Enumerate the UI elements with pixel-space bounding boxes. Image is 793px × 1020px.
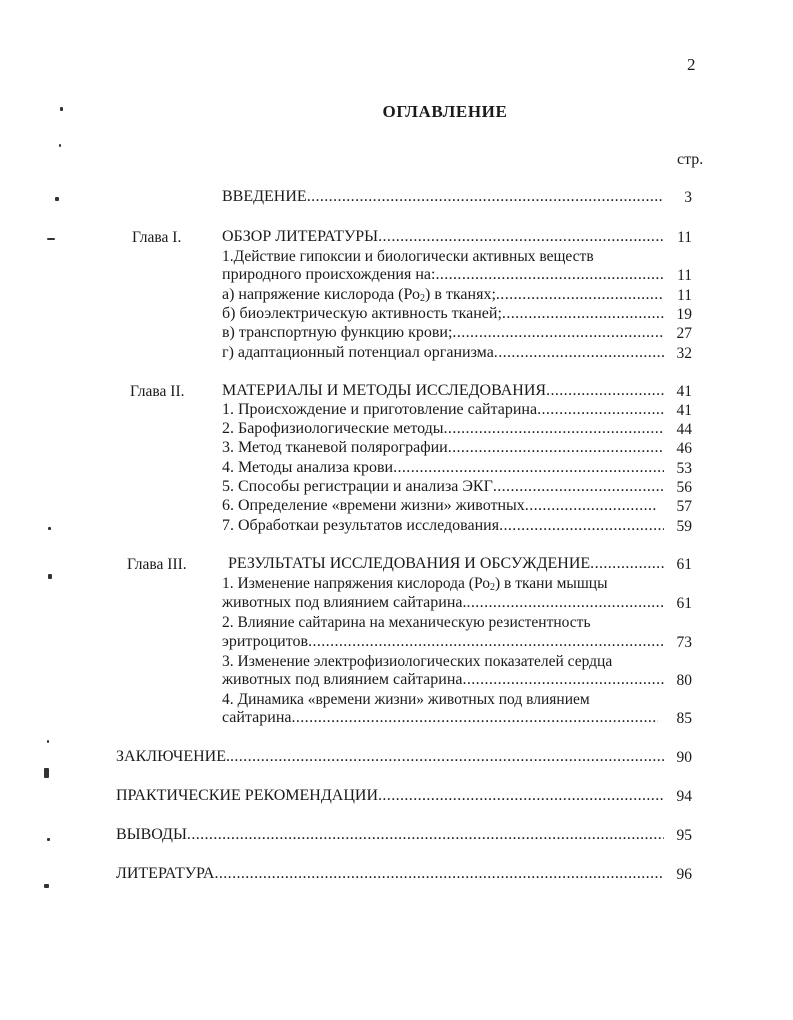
leader-dots xyxy=(496,286,664,304)
text-part: ) в тканях; xyxy=(425,286,496,303)
leader-dots xyxy=(307,188,664,206)
entry-text: эритроцитов xyxy=(222,633,309,650)
text-part: а) напряжение кислорода (Ро xyxy=(222,286,421,303)
entry-page: 41 xyxy=(676,402,692,419)
chapter-label: Глава III. xyxy=(127,556,187,573)
subscript: 2 xyxy=(420,293,426,304)
entry-text: 4. Методы анализа крови xyxy=(222,459,394,476)
toc-entry-ch2-item[interactable] xyxy=(222,478,664,496)
leader-dots xyxy=(308,633,664,651)
scan-speck xyxy=(44,768,49,778)
section-heading-line: 1.Действие гипоксии и биологически активных веществ xyxy=(222,248,594,265)
entry-text: природного происхождения на: xyxy=(222,266,436,283)
entry-text: РЕЗУЛЬТАТЫ ИССЛЕДОВАНИЯ И ОБСУЖДЕНИЕ xyxy=(228,555,591,572)
entry-page: 80 xyxy=(676,672,692,689)
leader-dots xyxy=(378,228,664,246)
entry-text: 1. Происхождение и приготовление сайтарина xyxy=(222,401,538,418)
entry-first-line: 3. Изменение электрофизиологических показателей сердца xyxy=(222,653,613,670)
entry-text: ПРАКТИЧЕСКИЕ РЕКОМЕНДАЦИИ xyxy=(116,787,378,804)
leader-dots xyxy=(537,401,664,419)
entry-page: 85 xyxy=(676,710,692,727)
entry-page: 53 xyxy=(676,460,692,477)
leader-dots xyxy=(230,748,664,766)
chapter-label: Глава II. xyxy=(130,383,185,400)
leader-dots xyxy=(466,594,664,612)
entry-page: 3 xyxy=(684,189,692,206)
text-part: ) в ткани мышцы xyxy=(494,575,608,592)
scan-speck xyxy=(59,144,61,147)
entry-page: 11 xyxy=(677,267,692,284)
entry-text: в) транспортную функцию крови; xyxy=(222,324,453,341)
toc-entry-conclusion[interactable] xyxy=(116,748,664,766)
toc-entry-ch3-item3[interactable] xyxy=(222,671,664,689)
toc-entry-recommendations[interactable] xyxy=(116,787,664,805)
entry-page: 46 xyxy=(676,440,692,457)
entry-first-line: 2. Влияние сайтарина на механическую резистентность xyxy=(222,614,591,631)
scan-speck xyxy=(47,238,55,240)
scan-speck xyxy=(44,884,49,888)
leader-dots xyxy=(187,826,664,844)
leader-dots xyxy=(462,671,664,689)
entry-page: 56 xyxy=(676,479,692,496)
toc-entry-chapter1[interactable] xyxy=(222,228,664,246)
scan-speck xyxy=(48,527,51,530)
toc-entry-ch2-item[interactable] xyxy=(222,401,664,419)
entry-text: б) биоэлектрическую активность тканей; xyxy=(222,305,502,322)
entry-text: ЗАКЛЮЧЕНИЕ. xyxy=(116,748,230,765)
entry-page: 90 xyxy=(676,749,692,766)
toc-entry-ch3-item1[interactable] xyxy=(222,594,664,612)
entry-first-line: 4. Динамика «времени жизни» животных под влиянием xyxy=(222,691,590,708)
leader-dots xyxy=(393,459,664,477)
entry-page: 73 xyxy=(676,634,692,651)
toc-entry-item-d[interactable] xyxy=(222,344,664,362)
entry-page: 27 xyxy=(676,325,692,342)
toc-entry-section1[interactable] xyxy=(222,266,664,284)
entry-page: 61 xyxy=(676,595,692,612)
page-number: 2 xyxy=(687,55,696,74)
entry-text: ЛИТЕРАТУРА xyxy=(116,865,215,882)
entry-text: ВЫВОДЫ xyxy=(116,826,187,843)
entry-page: 11 xyxy=(677,287,692,304)
entry-page: 96 xyxy=(676,866,692,883)
entry-page: 19 xyxy=(676,306,692,323)
entry-page: 41 xyxy=(676,383,692,400)
leader-dots xyxy=(493,478,664,496)
entry-text: МАТЕРИАЛЫ И МЕТОДЫ ИССЛЕДОВАНИЯ xyxy=(222,382,547,399)
leader-dots xyxy=(214,865,664,883)
entry-text: 2. Барофизиологические методы xyxy=(222,420,444,437)
scan-speck xyxy=(60,107,63,111)
entry-page: 95 xyxy=(676,827,692,844)
entry-page: 57 xyxy=(676,498,692,515)
subscript: 2 xyxy=(489,582,495,593)
toc-entry-item-a[interactable] xyxy=(222,286,664,304)
entry-page: 61 xyxy=(676,556,692,573)
entry-text: 5. Способы регистрации и анализа ЭКГ xyxy=(222,478,493,495)
entry-text: 7. Обработкаи результатов исследования xyxy=(222,517,500,534)
page-column-label: стр. xyxy=(677,151,704,168)
toc-entry-ch2-item[interactable] xyxy=(222,439,664,457)
leader-dots xyxy=(444,420,664,438)
scan-speck xyxy=(47,838,50,841)
toc-entry-chapter3[interactable] xyxy=(228,555,664,573)
entry-page: 94 xyxy=(676,788,692,805)
page-title: ОГЛАВЛЕНИЕ xyxy=(382,102,508,121)
leader-dots xyxy=(448,439,664,457)
entry-page: 11 xyxy=(677,229,692,246)
entry-page: 44 xyxy=(676,421,692,438)
toc-entry-chapter2[interactable] xyxy=(222,382,664,400)
entry-text: г) адаптационный потенциал организма xyxy=(222,344,494,361)
toc-entry-item-b[interactable] xyxy=(222,305,664,323)
entry-text: 6. Определение «времени жизни» животных xyxy=(222,497,525,514)
leader-dots xyxy=(546,382,664,400)
leader-dots xyxy=(435,266,664,284)
entry-text xyxy=(222,286,496,304)
scan-speck xyxy=(48,574,52,579)
chapter-label: Глава I. xyxy=(132,229,182,246)
leader-dots xyxy=(378,787,664,805)
leader-dots xyxy=(499,517,664,535)
entry-text: животных под влиянием сайтарина. xyxy=(222,594,467,611)
toc-entry-intro[interactable] xyxy=(222,188,664,206)
entry-text: ВВЕДЕНИЕ xyxy=(222,188,307,205)
toc-entry-item-c[interactable] xyxy=(222,324,664,342)
leader-dots xyxy=(291,709,658,727)
entry-page: 59 xyxy=(676,518,692,535)
leader-dots xyxy=(590,555,664,573)
entry-text: животных под влиянием сайтарина xyxy=(222,671,463,688)
leader-dots xyxy=(452,324,664,342)
entry-text: сайтарина xyxy=(222,709,292,726)
scan-speck xyxy=(47,740,49,743)
scan-speck xyxy=(55,197,59,201)
toc-entry-ch2-item[interactable] xyxy=(222,420,664,438)
toc-entry-ch3-item4[interactable] xyxy=(222,709,658,727)
leader-dots xyxy=(494,344,664,362)
toc-entry-findings[interactable] xyxy=(116,826,664,844)
toc-entry-ch2-item[interactable] xyxy=(222,459,664,477)
toc-entry-ch3-item2[interactable] xyxy=(222,633,664,651)
entry-text: ОБЗОР ЛИТЕРАТУРЫ xyxy=(222,228,379,245)
leader-dots xyxy=(502,305,664,323)
entry-text: 3. Метод тканевой полярографии xyxy=(222,439,448,456)
toc-entry-literature[interactable] xyxy=(116,865,664,883)
leader-dots xyxy=(525,497,656,515)
text-part: 1. Изменение напряжения кислорода (Ро xyxy=(222,575,490,592)
entry-page: 32 xyxy=(676,345,692,362)
toc-entry-ch2-item[interactable] xyxy=(222,497,656,515)
toc-entry-ch2-item[interactable] xyxy=(222,517,664,535)
